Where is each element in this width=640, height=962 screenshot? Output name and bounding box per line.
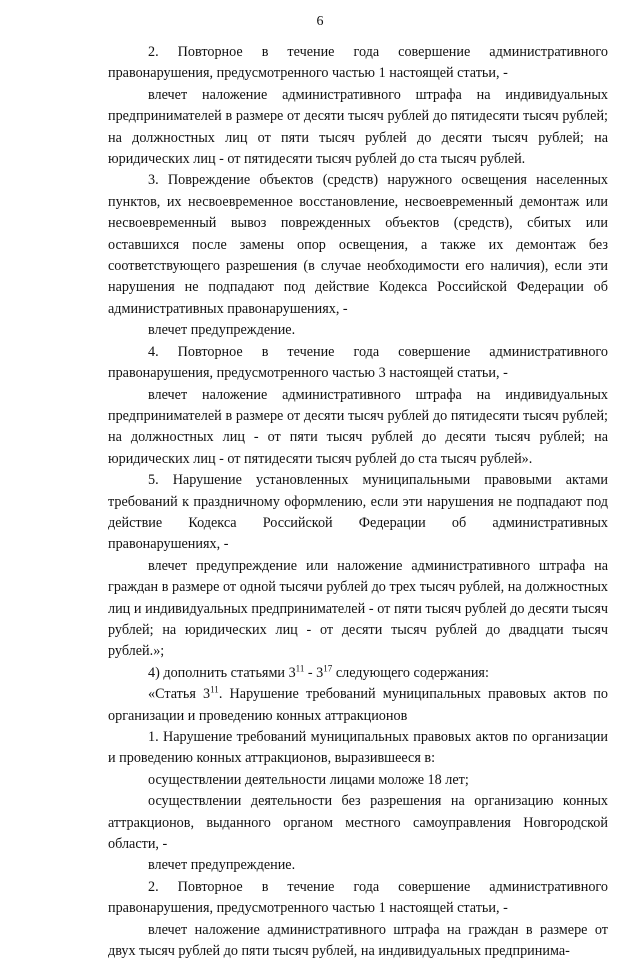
- paragraph: 2. Повторное в течение года совершение административного правонарушения, предусмотренного частью 1 настоящей статьи, -: [108, 878, 608, 917]
- amendment-superscript: 17: [323, 663, 333, 674]
- paragraph: влечет наложение административного штрафа на индивидуальных предпринимателей в размере от десяти тысяч рублей до пятидесяти тысяч рублей; на должностных лиц - от пяти тысяч рублей до десяти тысяч рублей; на юридических лиц - от пятидесяти тысяч рублей до ста тысяч рублей».: [108, 386, 608, 467]
- paragraph: 5. Нарушение установленных муниципальными правовыми актами требований к праздничному оформлению, если эти нарушения не подпадают под действие Кодекса Российской Федерации об административных правонарушениях, -: [108, 472, 608, 553]
- paragraph: влечет наложение административного штрафа на граждан в размере от двух тысяч рублей до пяти тысяч рублей, на индивидуальных предпринима-: [108, 921, 608, 960]
- paragraph: влечет предупреждение или наложение административного штрафа на граждан в размере от одной тысячи рублей до трех тысяч рублей, на должностных лиц и индивидуальных предпринимателей - от пяти тысяч рублей до десяти тысяч рублей; на юридических лиц - от десяти тысяч рублей до двадцати тысяч рублей.»;: [108, 557, 608, 660]
- paragraph: 1. Нарушение требований муниципальных правовых актов по организации и проведению конных аттракционов, выразившееся в:: [108, 729, 608, 767]
- article-heading-prefix: «Статья 3: [148, 686, 211, 703]
- article-heading-title: . Нарушение требований муниципальных правовых актов по организации и проведению конных аттракционов: [108, 686, 608, 724]
- document-body: [108, 42, 608, 962]
- amendment-superscript: 11: [295, 663, 305, 674]
- paragraph: 3. Повреждение объектов (средств) наружного освещения населенных пунктов, их несвоевременное восстановление, несвоевременный демонтаж или несвоевременный вывоз поврежденных объектов (средств), сбитых или оставшихся после замены опор освещения, а также их демонтаж без соответствующего разрешения (в случае необходимости его наличия), если эти нарушения не подпадают под действие Кодекса Российской Федерации об административных правонарушениях, -: [108, 172, 608, 317]
- amendment-range: - 3: [304, 664, 324, 681]
- amendment-prefix: 4) дополнить статьями 3: [148, 664, 296, 681]
- paragraph: влечет предупреждение.: [148, 322, 296, 339]
- paragraph: влечет наложение административного штрафа на индивидуальных предпринимателей в размере от десяти тысяч рублей до пятидесяти тысяч рублей; на должностных лиц от пяти тысяч рублей до десяти тысяч рублей; на юридических лиц - от пятидесяти тысяч рублей до ста тысяч рублей.: [108, 86, 608, 168]
- paragraph: влечет предупреждение.: [148, 857, 296, 874]
- paragraph: 2. Повторное в течение года совершение административного правонарушения, предусмотренного частью 1 настоящей статьи, -: [108, 44, 608, 82]
- amendment-suffix: следующего содержания:: [332, 664, 489, 681]
- amendment-line: [108, 663, 608, 684]
- page-number: 6: [316, 14, 324, 29]
- paragraph: 4. Повторное в течение года совершение административного правонарушения, предусмотренного частью 3 настоящей статьи, -: [108, 343, 608, 382]
- article-heading-superscript: 11: [210, 684, 219, 695]
- paragraph: осуществлении деятельности без разрешения на организацию конных аттракционов, выданного органом местного самоуправления Новгородской области, -: [108, 793, 608, 853]
- paragraph: осуществлении деятельности лицами моложе 18 лет;: [148, 771, 469, 788]
- article-heading: [108, 684, 608, 727]
